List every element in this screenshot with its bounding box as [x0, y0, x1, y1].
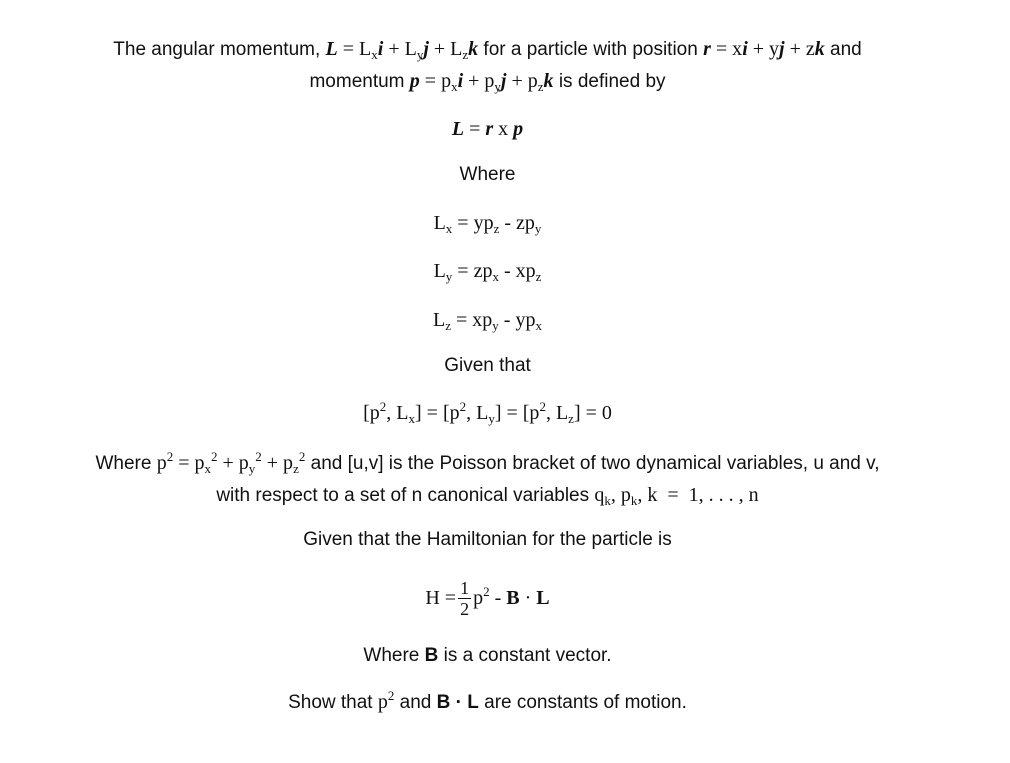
definition-equation: L = r x p: [451, 118, 524, 140]
lz-equation: $L_z = xp_y - yp_x$: [433, 309, 542, 333]
lx-equation: $L_x = yp_z - zp_y$: [433, 212, 542, 236]
ly-equation: $L_y = zp_x - xp_z$: [433, 260, 542, 284]
intro-line-1: [0, 37, 975, 62]
momentum-formula: $p = p_xi + p_yj + p_zk$: [409, 70, 554, 94]
where-line-4: Where B is a constant vector.: [363, 645, 612, 666]
intro-text: for a particle with position: [478, 39, 704, 60]
intro-line-2: [0, 69, 975, 94]
where-line-2: Where $p^2 = p_x^2 + p_y^2 + p_z^2$ and [u,v] is the Poisson bracket of two dynamical variables, u and v,: [95, 449, 880, 476]
hamiltonian-equation: H = $\frac{1}{2}$ $p^2 - B \cdot L$: [425, 578, 550, 620]
position-formula: r = xi + yj + zk: [703, 38, 825, 60]
intro-text: is defined by: [553, 71, 666, 92]
intro-text: momentum: [309, 71, 410, 92]
where-line-3: with respect to a set of n canonical variables $q_k$, $p_k$, k = 1, . . . , n: [216, 484, 759, 508]
canonical-variables: $q_k$, $p_k$, k = 1, . . . , n: [594, 484, 759, 508]
poisson-bracket-equation: [$p^2$, $L_x] = [p^2$, $L_y] = [p^2$, $L_z] = 0$: [363, 399, 612, 426]
intro-text: The angular momentum,: [113, 39, 326, 60]
one-half-fraction: $\frac{1}{2}$: [460, 578, 470, 620]
given-label-2: Given that the Hamiltonian for the particle is: [303, 529, 672, 550]
given-label-1: Given that: [444, 355, 531, 376]
angular-momentum-formula: $L = L_xi + L_yj + L_zk$: [325, 38, 479, 62]
where-label-1: Where: [459, 164, 516, 185]
intro-text: and: [824, 39, 862, 60]
p-squared-formula: $p^2 = p_x^2 + p_y^2 + p_z^2$: [156, 449, 306, 476]
show-line: Show that $p^2$ and B · L are constants of motion.: [288, 688, 687, 713]
